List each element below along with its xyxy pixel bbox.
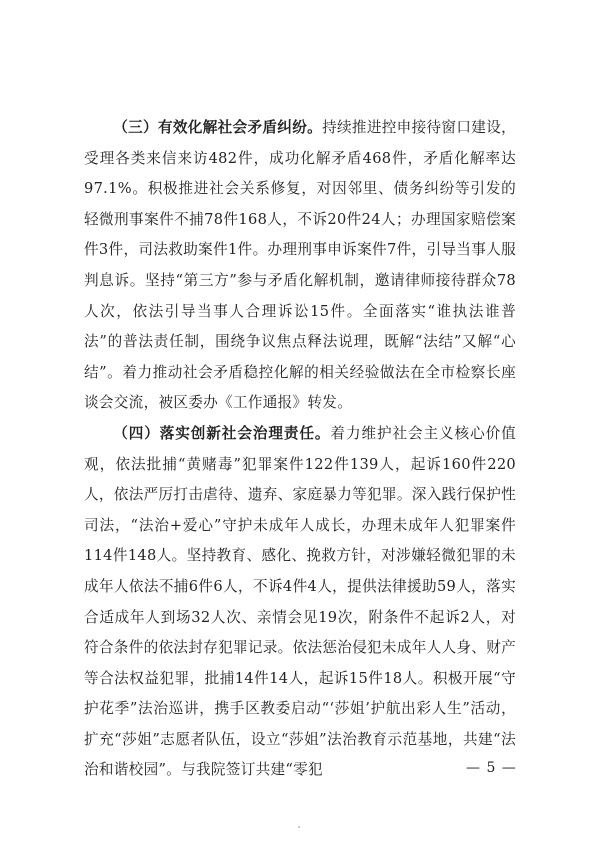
paragraph-text-4: 着力维护社会主义核心价值观，依法批捕“黄赌毒”犯罪案件122件139人，起诉160件220人，依法严厉打击虐待、遗弃、家庭暴力等犯罪。深入践行保护性司法，“法治+爱心”守护未成年人成长，办理未成年人犯罪案件114件148人。坚持教育、感化、挽救方针，对涉嫌轻微犯罪的未成年人依法不捕6件6人，不诉4件4人，提供法律援助59人，落实合适成年人到场32人次、亲情会见19次，附条件不起诉2人，对符合条件的依法封存犯罪记录。依法惩治侵犯未成年人人身、财产等合法权益犯罪，批捕14件14人，起诉15件18人。积极开展“守护花季”法治巡讲，携手区教委启动“‘莎姐’护航出彩人生”活动，扩充“莎姐”志愿者队伍，设立“莎姐”法治教育示范基地，共建“法治和谐校园”。与我院签订共建“零犯: [84, 424, 516, 779]
page-number: — 5 —: [466, 760, 517, 776]
section-heading-3: （三）有效化解社会矛盾纠纷。: [113, 119, 323, 136]
paragraph-social-governance: [84, 419, 516, 786]
paragraph-resolve-disputes: [84, 113, 516, 419]
paragraph-text-3: 持续推进控申接待窗口建设，受理各类来信来访482件，成功化解矛盾468件，矛盾化解率达97.1%。积极推进社会关系修复，对因邻里、债务纠纷等引发的轻微刑事案件不捕78件168人，不诉20件24人；办理国家赔偿案件3件，司法救助案件1件。办理刑事申诉案件7件，引导当事人服判息诉。坚持“第三方”参与矛盾化解机制，邀请律师接待群众78人次，依法引导当事人合理诉讼15件。全面落实“谁执法谁普法”的普法责任制，围绕争议焦点释法说理，既解“法结”又解“心结”。着力推动社会矛盾稳控化解的相关经验做法在全市检察长座谈会交流，被区委办《工作通报》转发。: [84, 119, 517, 412]
scan-dot: [298, 826, 300, 828]
section-heading-4: （四）落实创新社会治理责任。: [113, 424, 331, 442]
body-text: [84, 113, 516, 786]
